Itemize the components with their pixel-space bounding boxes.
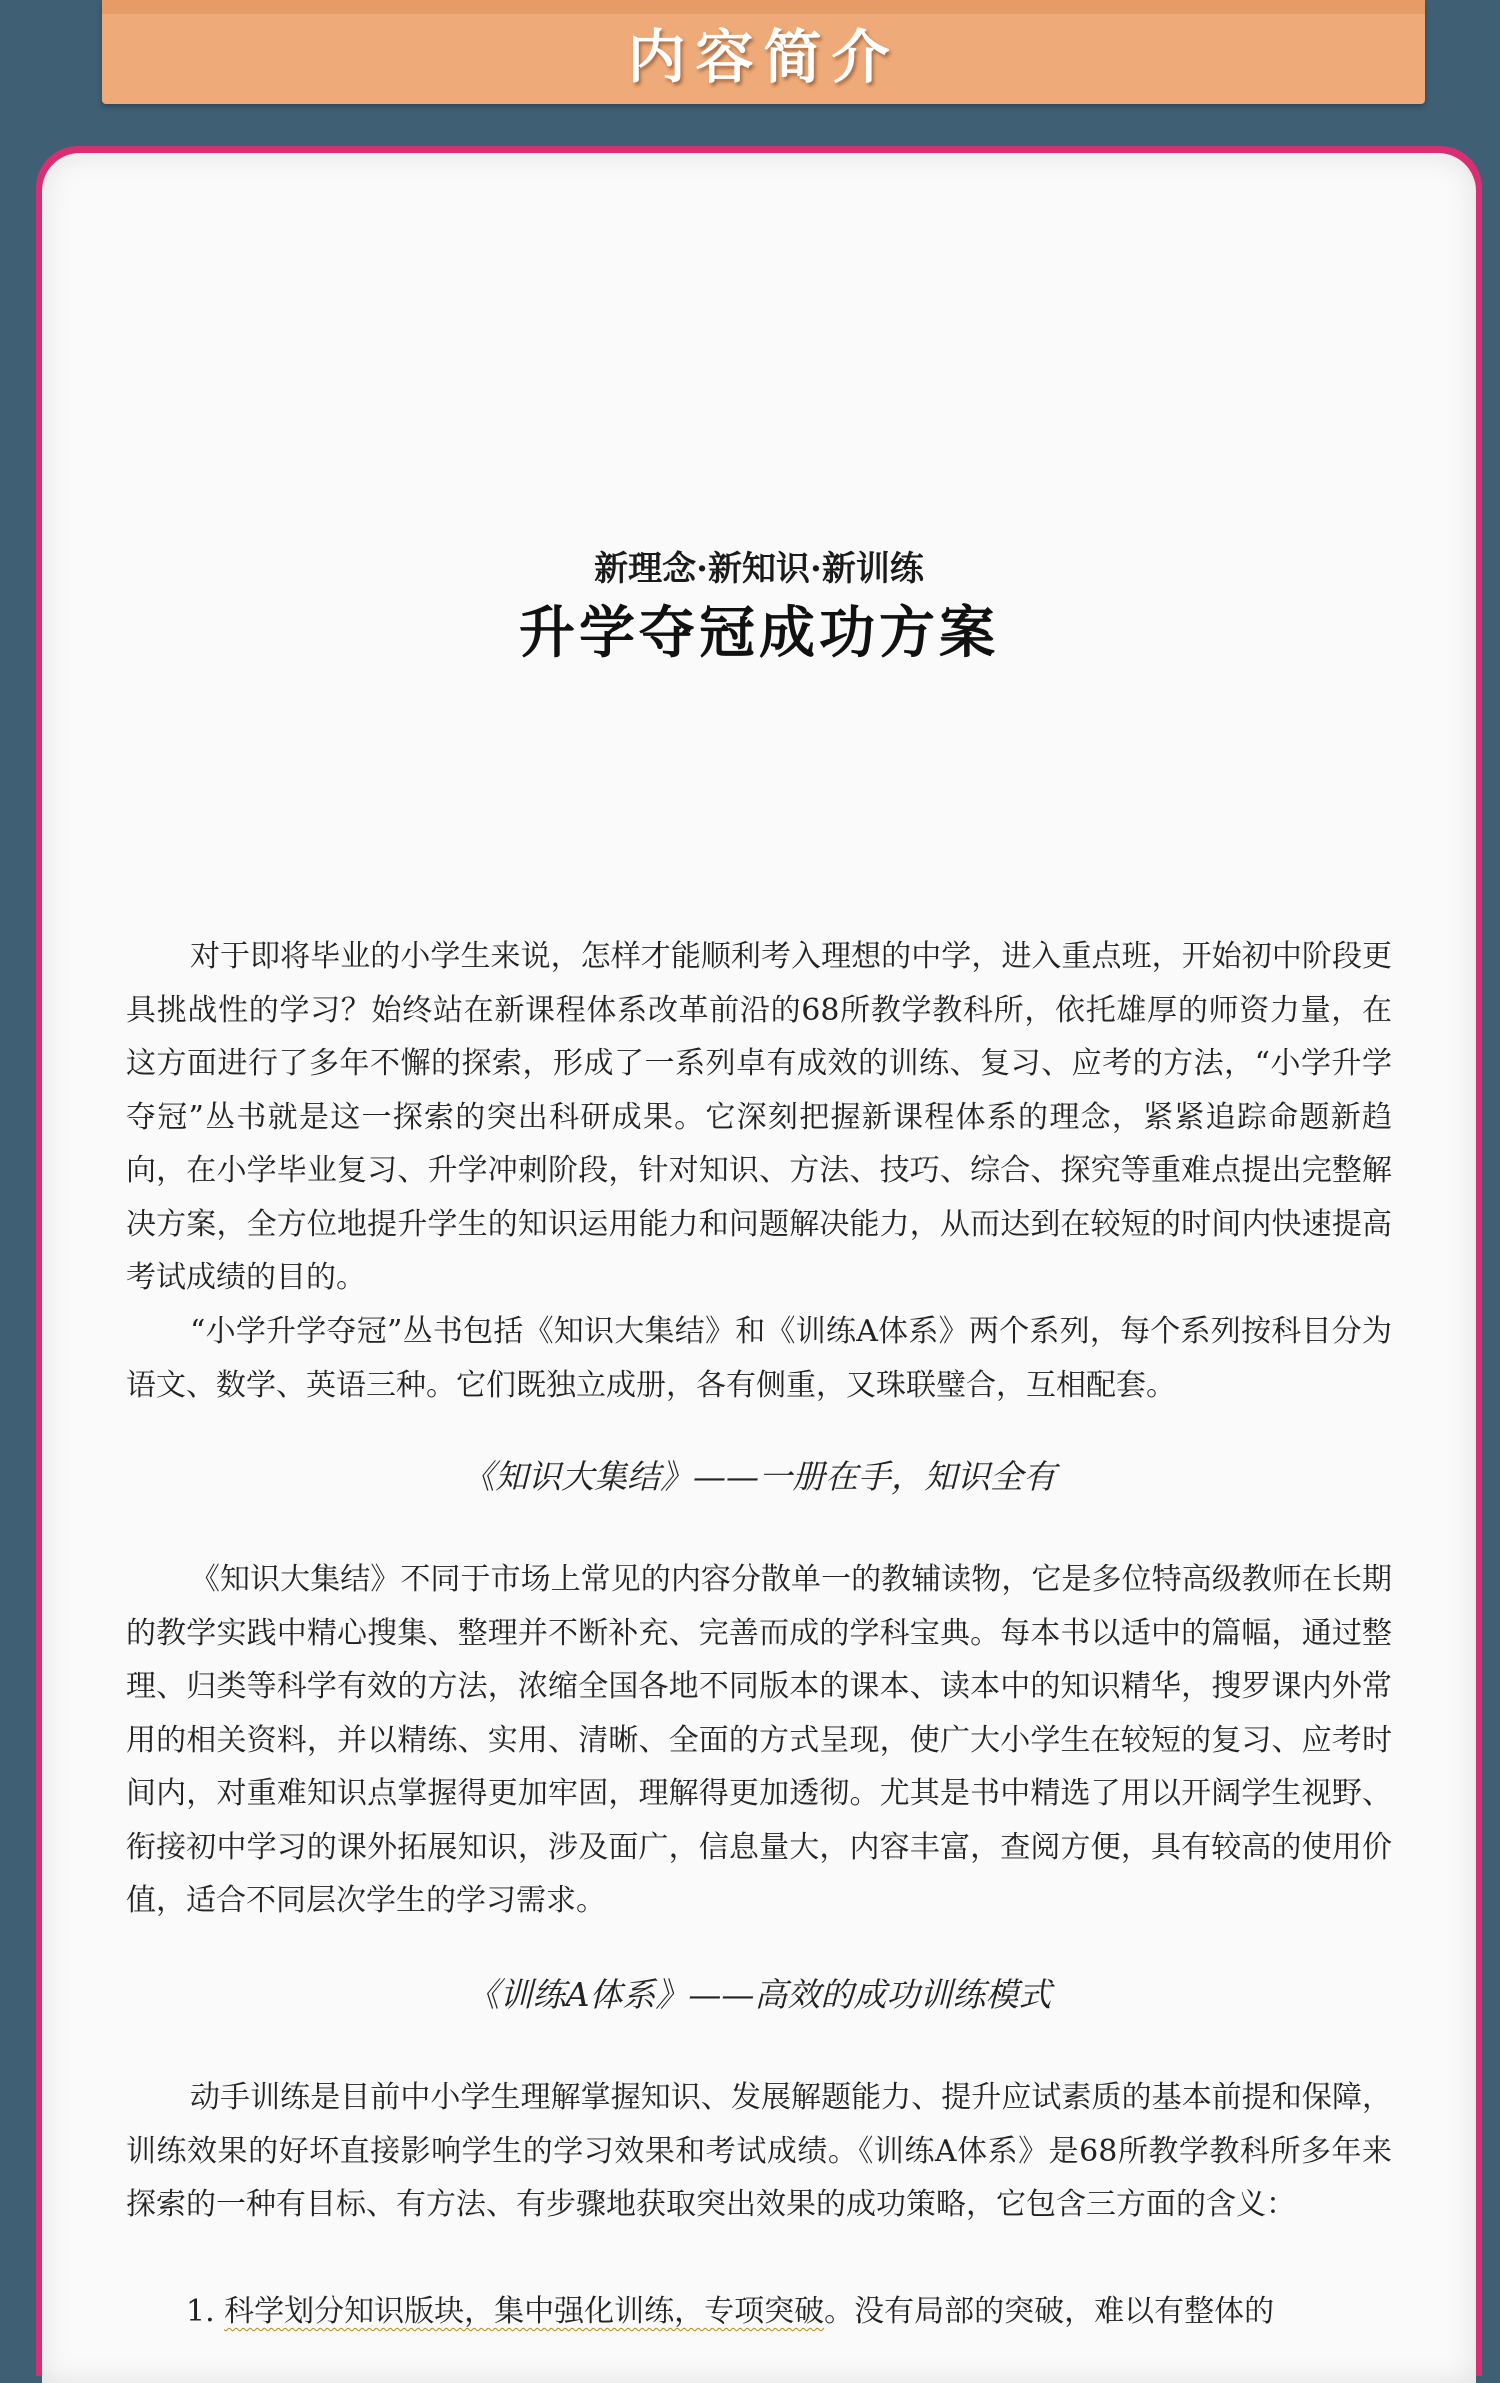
knowledge-paragraph: 《知识大集结》不同于市场上常见的内容分散单一的教辅读物，它是多位特高级教师在长期的教学实践中精心搜集、整理并不断补充、完善而成的学科宝典。每本书以适中的篇幅，通过整理、归类等科学有效的方法，浓缩全国各地不同版本的课本、读本中的知识精华，搜罗课内外常用的相关资料，并以精练、实用、清晰、全面的方式呈现，使广大小学生在较短的复习、应考时间内，对重难知识点掌握得更加牢固，理解得更加透彻。尤其是书中精选了用以开阔学生视野、衔接初中学习的课外拓展知识，涉及面广，信息量大，内容丰富，查阅方便，具有较高的使用价值，适合不同层次学生的学习需求。	[126, 1562, 1392, 1918]
list-item-number: 1.	[186, 2294, 225, 2329]
document-title: 升学夺冠成功方案	[519, 600, 999, 666]
intro-paragraph: 对于即将毕业的小学生来说，怎样才能顺利考入理想的中学，进入重点班，开始初中阶段更具挑战性的学习？始终站在新课程体系改革前沿的68所教学教科所，依托雄厚的师资力量，在这方面进行了多年不懈的探索，形成了一系列卓有成效的训练、复习、应考的方法，“小学升学夺冠”丛书就是这一探索的突出科研成果。它深刻把握新课程体系的理念，紧紧追踪命题新趋向，在小学毕业复习、升学冲刺阶段，针对知识、方法、技巧、综合、探究等重难点提出完整解决方案，全方位地提升学生的知识运用能力和问题解决能力，从而达到在较短的时间内快速提高考试成绩的目的。	[126, 939, 1392, 1295]
list-item-text: 。没有局部的突破，难以有整体的	[824, 2294, 1275, 2329]
list-item-highlight: 科学划分知识版块，集中强化训练，专项突破	[224, 2294, 825, 2329]
series-paragraph: “小学升学夺冠”丛书包括《知识大集结》和《训练A体系》两个系列，每个系列按科目分为语文、数学、英语三种。它们既独立成册，各有侧重，又珠联璧合，互相配套。	[126, 1314, 1392, 1403]
section-title-knowledge: 《知识大集结》——一册在手，知识全有	[462, 1457, 1056, 1496]
header-title: 内容简介	[627, 23, 900, 91]
document-subtitle: 新理念·新知识·新训练	[594, 549, 924, 589]
section-title-training: 《训练A体系》——高效的成功训练模式	[466, 1975, 1052, 2014]
document-page	[42, 153, 1476, 2383]
training-paragraph: 动手训练是目前中小学生理解掌握知识、发展解题能力、提升应试素质的基本前提和保障，训练效果的好坏直接影响学生的学习效果和考试成绩。《训练A体系》是68所教学教科所多年来探索的一种有目标、有方法、有步骤地获取突出效果的成功策略，它包含三方面的含义：	[126, 2080, 1392, 2222]
header-banner	[102, 0, 1425, 104]
list-item	[186, 2285, 1392, 2339]
